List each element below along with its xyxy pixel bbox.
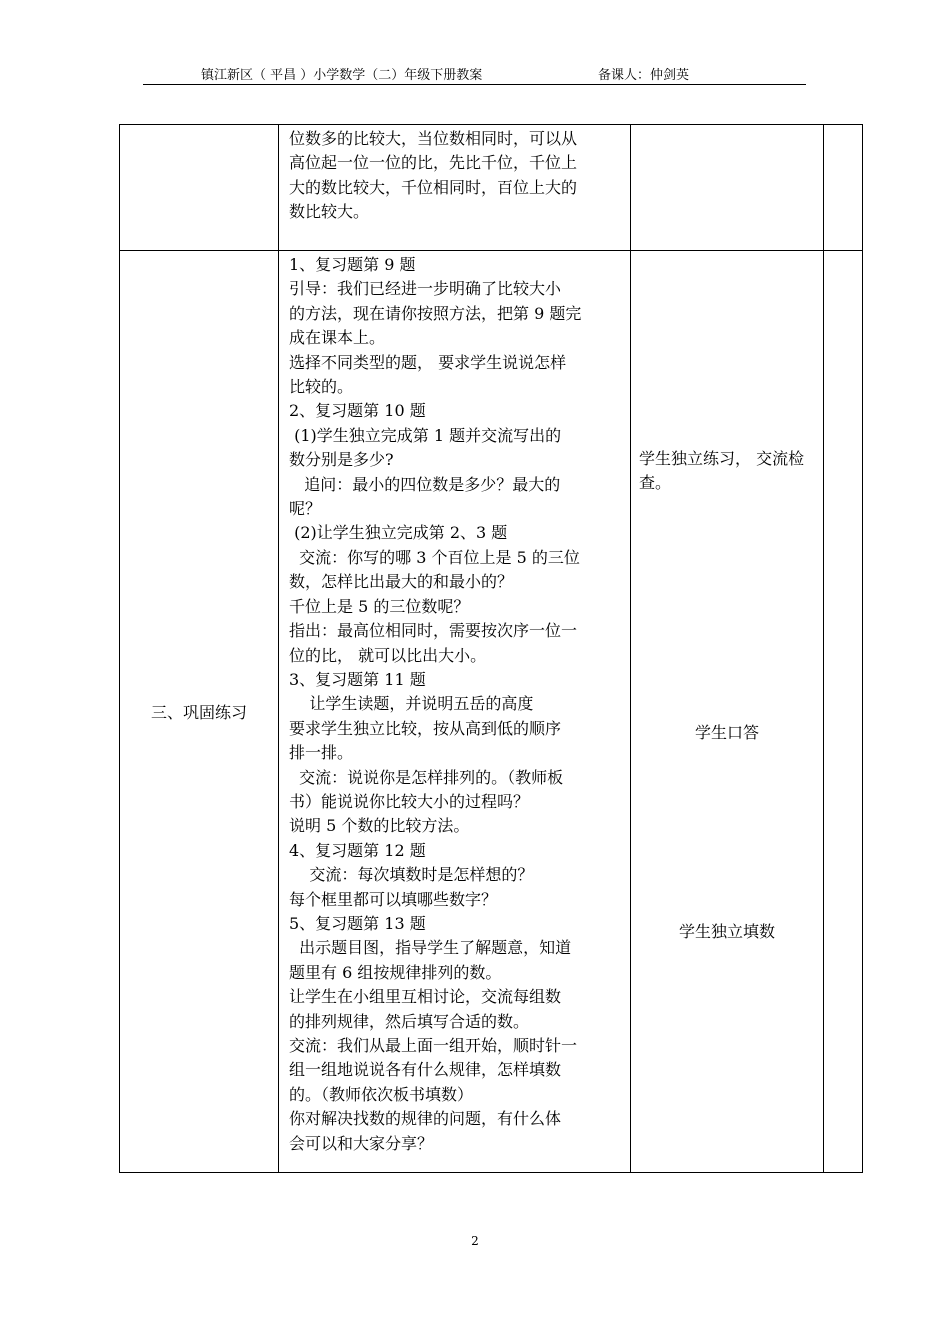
activity-cell — [631, 251, 824, 1173]
page-header — [143, 64, 806, 85]
note-cell — [824, 125, 863, 251]
content-line: 高位起一位一位的比，先比千位，千位上 — [289, 153, 578, 173]
note-cell — [824, 251, 863, 1173]
content-line: 3、复习题第 11 题 — [289, 669, 426, 689]
content-line: 数，怎样比出最大的和最小的？ — [289, 572, 514, 592]
content-line: 成在课本上。 — [289, 328, 386, 348]
content-line: 交流：说说你是怎样排列的。（教师板 — [289, 767, 564, 787]
content-line: 2、复习题第 10 题 — [289, 401, 426, 421]
content-line: 比较的。 — [289, 377, 354, 397]
content-line: (1)学生独立完成第 1 题并交流写出的 — [289, 425, 562, 445]
content-line: 4、复习题第 12 题 — [289, 840, 426, 860]
content-line: 大的数比较大，千位相同时，百位上大的 — [289, 177, 578, 197]
content-line: 交流：我们从最上面一组开始，顺时针一 — [289, 1036, 578, 1055]
content-line: 追问：最小的四位数是多少？最大的 — [289, 474, 561, 494]
content-line: 1、复习题第 9 题 — [289, 255, 416, 274]
page-number: 2 — [471, 1234, 479, 1248]
activity-text: 学生独立练习， 交流检查。 — [639, 449, 805, 492]
content-line: 交流：你写的哪 3 个百位上是 5 的三位 — [289, 547, 580, 567]
content-line: 引导：我们已经进一步明确了比较大小 — [289, 279, 562, 299]
activity-text: 学生口答 — [694, 723, 759, 742]
content-line: 说明 5 个数的比较方法。 — [289, 816, 470, 836]
content-line: 的。（教师依次板书填数） — [289, 1084, 474, 1104]
content-line: 每个框里都可以填哪些数字？ — [289, 889, 498, 909]
content-line: 选择不同类型的题， 要求学生说说怎样 — [289, 352, 567, 372]
table-row — [120, 125, 863, 251]
header-title: 镇江新区（ 平昌 ）小学数学（二）年级下册教案 — [201, 68, 483, 83]
content-line: 位数多的比较大，当位数相同时，可以从 — [289, 129, 578, 148]
content-cell — [279, 125, 631, 251]
content-line: 出示题目图，指导学生了解题意，知道 — [289, 938, 572, 958]
content-line: 交流：每次填数时是怎样想的？ — [289, 865, 534, 885]
stage-cell — [120, 125, 279, 251]
content-line: 数比较大。 — [289, 202, 370, 222]
activity-cell — [631, 125, 824, 251]
content-line: 的排列规律，然后填写合适的数。 — [289, 1011, 530, 1031]
content-text — [279, 251, 630, 1156]
content-line: 组一组地说说各有什么规律，怎样填数 — [289, 1060, 562, 1080]
content-text — [279, 125, 630, 225]
content-line: 要求学生独立比较，按从高到低的顺序 — [289, 718, 562, 738]
content-line: 排一排。 — [289, 743, 354, 763]
content-line: 题里有 6 组按规律排列的数。 — [289, 962, 502, 982]
stage-label: 三、巩固练习 — [150, 703, 247, 722]
content-line: 数分别是多少? — [289, 450, 394, 470]
content-line: 指出：最高位相同时，需要按次序一位一 — [289, 621, 578, 641]
content-line: 的方法，现在请你按照方法，把第 9 题完 — [289, 303, 582, 323]
content-line: 让学生读题，并说明五岳的高度 — [289, 694, 534, 714]
lesson-plan-table — [119, 124, 863, 1173]
content-line: 千位上是 5 的三位数呢？ — [289, 596, 470, 616]
content-line: 会可以和大家分享？ — [289, 1133, 434, 1153]
table-row — [120, 251, 863, 1173]
content-line: (2)让学生独立完成第 2、3 题 — [289, 523, 508, 543]
content-line: 5、复习题第 13 题 — [289, 913, 426, 933]
content-line: 书）能说说你比较大小的过程吗？ — [289, 791, 530, 811]
content-line: 呢？ — [289, 499, 322, 519]
header-author: 备课人：仲剑英 — [598, 68, 690, 83]
content-line: 你对解决找数的规律的问题，有什么体 — [289, 1109, 562, 1129]
activity-text: 学生独立填数 — [678, 922, 775, 941]
stage-cell — [120, 251, 279, 1173]
content-line: 让学生在小组里互相讨论，交流每组数 — [289, 987, 562, 1007]
content-cell — [279, 251, 631, 1173]
content-line: 位的比， 就可以比出大小。 — [289, 645, 487, 665]
